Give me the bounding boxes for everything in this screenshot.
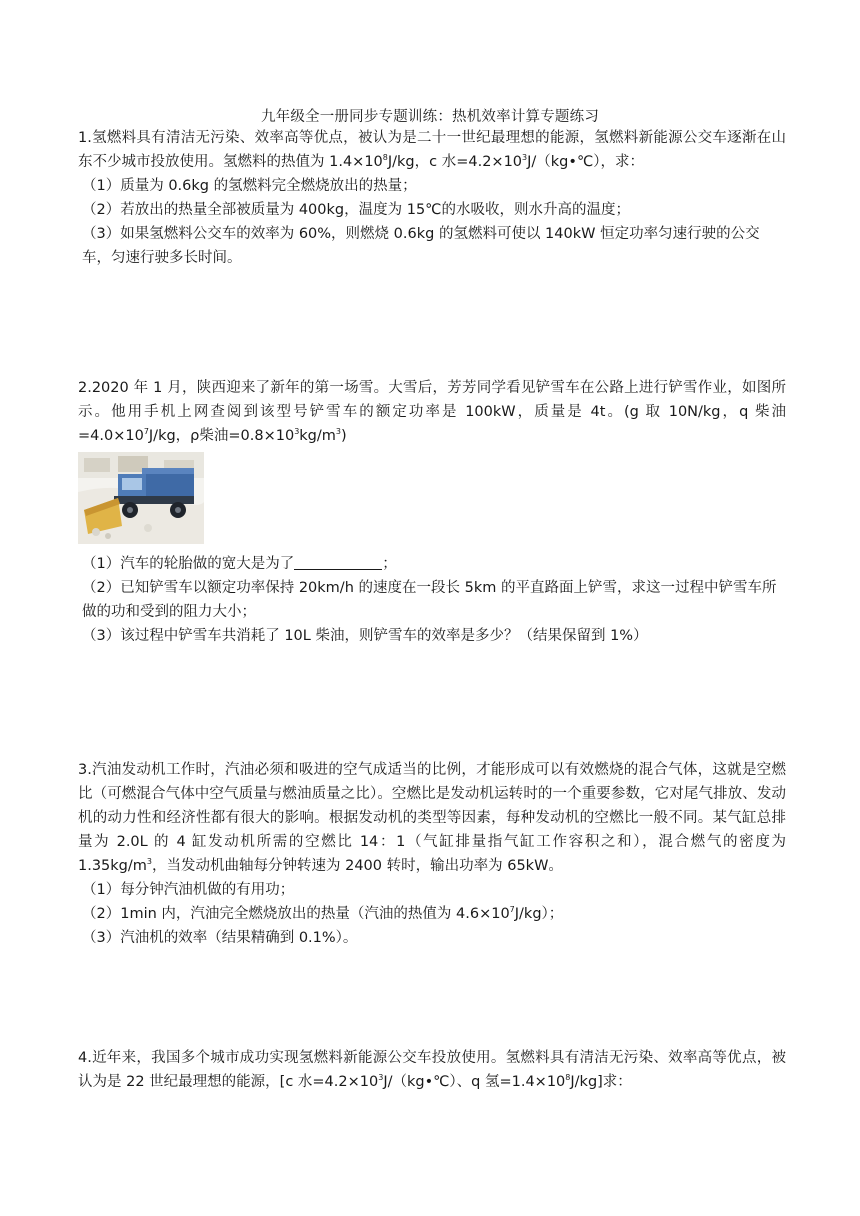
answer-blank[interactable] xyxy=(294,555,382,570)
q2-exponent-2: 3 xyxy=(294,427,300,436)
q4-stem-text-b: J/（kg•℃）、q 氢=1.4×10 xyxy=(383,1074,566,1090)
q3-stem-text-b: ，当发动机曲轴每分钟转速为 2400 转时，输出功率为 65kW。 xyxy=(152,858,563,874)
q3-item-2-text-a: （2）1min 内，汽油完全燃烧放出的热量（汽油的热值为 4.6×10 xyxy=(82,906,510,922)
q2-stem-text-d: ) xyxy=(341,428,347,444)
q2-item-1 xyxy=(82,552,786,576)
q2-item-3: （3）该过程中铲雪车共消耗了 10L 柴油，则铲雪车的效率是多少？（结果保留到 1%） xyxy=(82,628,648,644)
q3-item-2-text-b: J/kg）； xyxy=(514,906,564,922)
q1-item-3: （3）如果氢燃料公交车的效率为 60%，则燃烧 0.6kg 的氢燃料可使以 140kW 恒定功率匀速行驶的公交车，匀速行驶多长时间。 xyxy=(82,226,760,266)
question-4-stem xyxy=(78,1046,786,1094)
q2-stem-text-b: J/kg，ρ柴油=0.8×10 xyxy=(148,428,295,444)
question-2-stem xyxy=(78,376,786,448)
q4-stem-text-a: 4.近年来，我国多个城市成功实现氢燃料新能源公交车投放使用。氢燃料具有清洁无污染、效率高等优点，被认为是 22 世纪最理想的能源，[c 水=4.2×10 xyxy=(78,1050,786,1090)
q1-exponent-1: 8 xyxy=(382,153,388,162)
q3-item-2 xyxy=(82,902,786,926)
question-3-stem xyxy=(78,758,786,878)
q2-item-2: （2）已知铲雪车以额定功率保持 20km/h 的速度在一段长 5km 的平直路面上铲雪，求这一过程中铲雪车所做的功和受到的阻力大小； xyxy=(82,580,777,620)
q1-stem-text-a: 1.氢燃料具有清洁无污染、效率高等优点，被认为是二十一世纪最理想的能源，氢燃料新能源公交车逐渐在山东不少城市投放使用。氢燃料的热值为 1.4×10 xyxy=(78,130,786,170)
q1-item-1: （1）质量为 0.6kg 的氢燃料完全燃烧放出的热量； xyxy=(82,178,417,194)
question-1-stem xyxy=(78,126,786,174)
q1-stem-text-b: J/kg，c 水=4.2×10 xyxy=(387,154,523,170)
q1-stem-text-c: J/（kg•℃），求： xyxy=(527,154,644,170)
q2-exponent-1: 7 xyxy=(143,427,149,436)
snowplow-truck-image xyxy=(78,452,204,544)
q1-item-2: （2）若放出的热量全部被质量为 400kg，温度为 15℃的水吸收，则水升高的温度； xyxy=(82,202,630,218)
q2-item-1-text: （1）汽车的轮胎做的宽大是为了 xyxy=(82,556,295,572)
q4-exponent-1: 3 xyxy=(378,1073,384,1082)
document-title: 九年级全一册同步专题训练：热机效率计算专题练习 xyxy=(260,109,600,125)
q1-exponent-2: 3 xyxy=(522,153,528,162)
q2-stem-text-a: 2.2020 年 1 月，陕西迎来了新年的第一场雪。大雪后，芳芳同学看见铲雪车在公路上进行铲雪作业，如图所示。他用手机上网查阅到该型号铲雪车的额定功率是 100kW，质量是 4t。(g 取 10N/kg，q 柴油=4.0×10 xyxy=(78,380,786,444)
q3-item-1: （1）每分钟汽油机做的有用功； xyxy=(82,882,295,898)
q4-exponent-2: 8 xyxy=(565,1073,571,1082)
q3-stem-text-a: 3.汽油发动机工作时，汽油必须和吸进的空气成适当的比例，才能形成可以有效燃烧的混合气体，这就是空燃比（可燃混合气体中空气质量与燃油质量之比）。空燃比是发动机运转时的一个重要参数，它对尾气排放、发动机的动力性和经济性都有很大的影响。根据发动机的类型等因素，每种发动机的空燃比一般不同。某气缸总排量为 2.0L 的 4 缸发动机所需的空燃比 14：1（气缸排量指气缸工作容积之和），混合燃气的密度为 1.35kg/m xyxy=(78,762,786,874)
q3-exponent-1: 3 xyxy=(146,857,152,866)
q3-item-3: （3）汽油机的效率（结果精确到 0.1%）。 xyxy=(82,930,358,946)
q2-item-1-end: ； xyxy=(382,556,397,572)
q3-item-2-exponent: 7 xyxy=(509,905,515,914)
q2-stem-text-c: kg/m xyxy=(299,428,336,444)
q4-stem-text-c: J/kg]求： xyxy=(570,1074,632,1090)
q2-exponent-3: 3 xyxy=(335,427,341,436)
